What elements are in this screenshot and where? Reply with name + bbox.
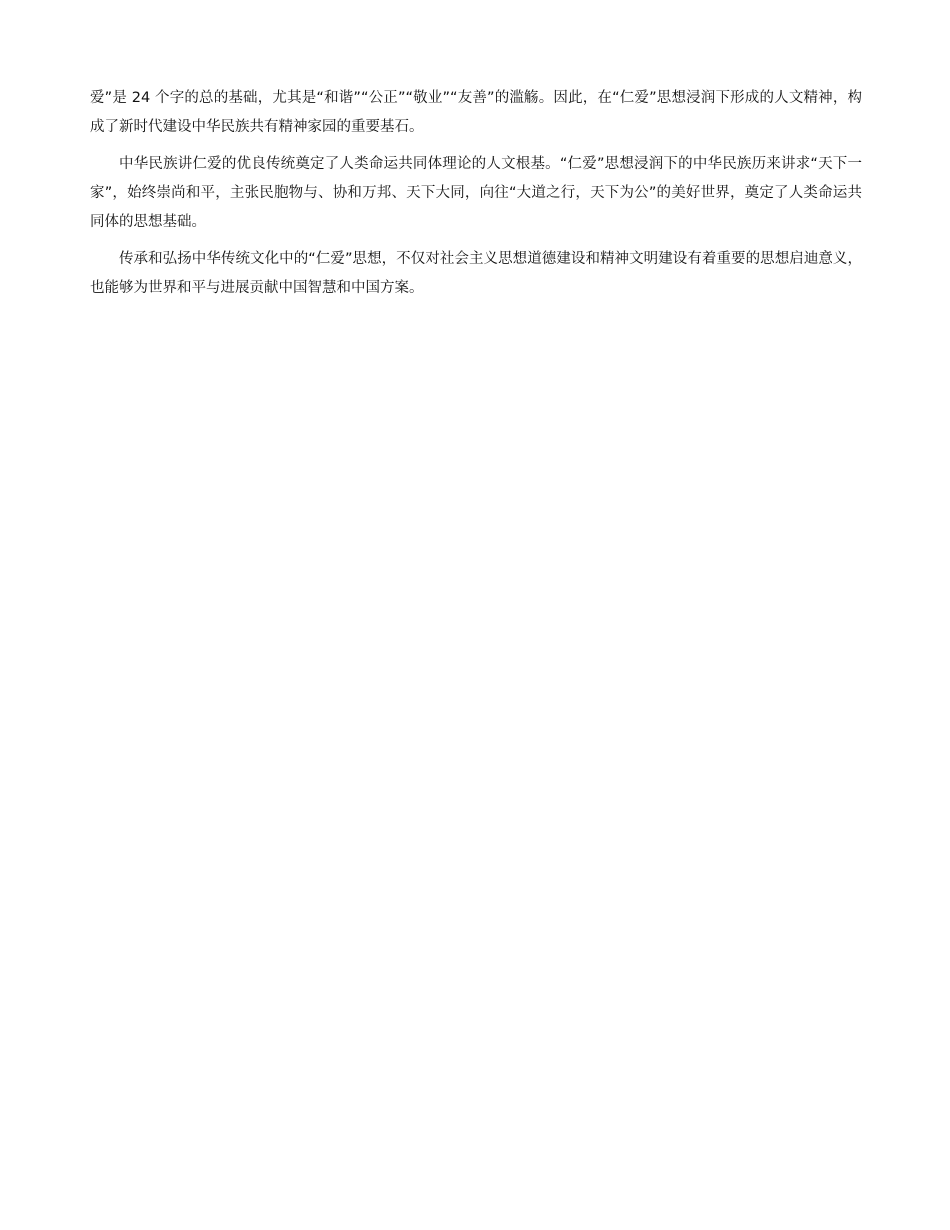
paragraph-community-of-shared-future: 中华民族讲仁爱的优良传统奠定了人类命运共同体理论的人文根基。“仁爱”思想浸润下的中华民族历来讲求“天下一家”，始终崇尚和平，主张民胞物与、协和万邦、天下大同，向往“大道之行，天下为公”的美好世界，奠定了人类命运共同体的思想基础。 [90, 156, 862, 230]
paragraph-inherit-and-promote: 传承和弘扬中华传统文化中的“仁爱”思想，不仅对社会主义思想道德建设和精神文明建设有着重要的思想启迪意义，也能够为世界和平与进展贡献中国智慧和中国方案。 [90, 251, 862, 296]
paragraph-continued: 爱”是 24 个字的总的基础，尤其是“和谐”“公正”“敬业”“友善”的滥觞。因此，在“仁爱”思想浸润下形成的人文精神，构成了新时代建设中华民族共有精神家园的重要基石。 [90, 90, 862, 135]
document-body [90, 84, 862, 311]
